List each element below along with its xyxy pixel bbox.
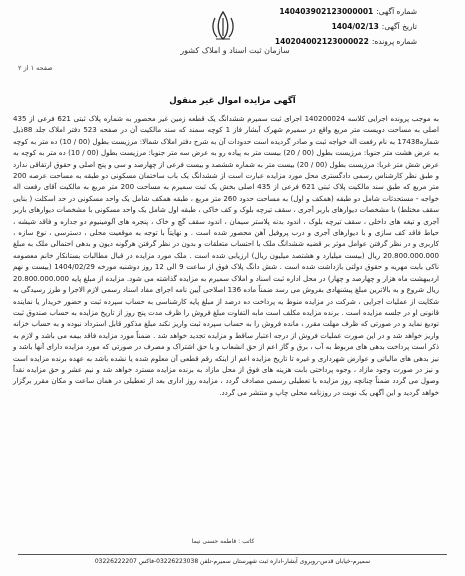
notice-date-row: [217, 19, 417, 34]
case-number-value: 140204002123000022: [274, 37, 369, 46]
emblem-icon: [205, 8, 241, 42]
notice-metadata: [217, 4, 417, 49]
notice-number-label: شماره آگهی:: [376, 7, 417, 16]
page-number: صفحه ۱ از ۲: [18, 64, 53, 72]
case-number-label: شماره پرونده:: [371, 37, 417, 46]
signature-line: کاتب : فاطمه حسنی نیما: [191, 538, 255, 545]
office-address: سمیرم-خیابان قدس-روبروی آبشار-اداره ثبت شهرستان سمیرم-تلفن 03226223038-فاکس 03226222207: [94, 558, 371, 565]
document-footer: [0, 554, 465, 576]
notice-body: به موجب پرونده اجرایی کلاسه 140200024 اجرای ثبت سمیرم ششدانگ یک قطعه زمین غیر محصور به شماره پلاک ثبتی 621 فرعی از 435 اصلی به مساحت دویست متر مربع واقع در سمیرم شهرک آبشار فاز 1 کوچه سمند که سند مالکیت آن در صفحه 523 دفتر املاک جلد 88ذیل شماره17438 به نام رفعت اله خواجه ثبت و صادر گردیده است حدودات آن به شرح دفتر املاک شمالا: مرزیست بطول (00 / 10) ده متر به کوچه به عرض هشت متر جنوبا: مرزیست بطول (00 / 20) بیست متر به پیاده رو به عرض سه متر جنوبا: مرزیست بطول (00 / 10) ده متر به کوچه به عرض شش متر غربا: مرزیست بطول (00 / 20) بیست متر به شماره ششصد و بیست فرعی از چهارصد و سی و پنج اصلی و حقوق ارتفاقی ندارد و طبق نظر کارشناس رسمی دادگستری محل مورد مزایده عبارت است از ششدانگ یک باب ساختمان مسکونی دو طبقه به مساحت عرصه 200 متر مربع که طبق سند مالکیت پلاک ثبتی 621 فرعی از 435 اصلی بخش یک ثبت سمیرم به مساحت 200 متر مربع به مالکیت آقای رفعت اله خواجه - مستحدثات شامل دو طبقه (همکف و اول) به مساحت حدود 260 متر مربع ، طبقه همکف شامل یک واحد مسکونی در حد اسکلت ( بنایی سقف مختلط) با مشخصات دیوارهای باربر آجری ، سقف تیرچه بلوک و کف خاکی ، طبقه اول شامل یک واحد مسکونی با مشخصات دیوارهای باربر آجری و تیغه های داخلی ، سقف تیرچه بلوک ، اندود بدنه پلاستر سیمان ، اندود سقف گچ و خاک ، پنجره های آلومینیوم دو جداره و فاقد شیشه ، حیاط فاقد کف سازی و با دیوارهای آجری و درب پروفیل آهن محصور شده است . و نهایتاً با توجه به موقعیت محلی ، دسترسی ، نوع سازه ، کاربری و در نظر گرفتن عوامل موثر بر قضیه ششدانگ ملک با احتساب متعلقات و بدون در نظر گرفتن هرگونه دیون و بدهی احتمالی ملک به مبلغ 20.800.000.000 ریال (بیست میلیارد و هشتصد میلیون ریال) ارزیابی شده است . ملک مورد مزایده در قبال مطالبات بستانکار خانم معصومه ناکی بابت مهریه و حقوق دولتی بازداشت شده است . شش دانگ پلاک فوق از ساعت 9 الی 12 روز دوشنبه مورخه 1404/02/29 (بیست و نهم اردیبهشت ماه هزار و چهارصد و چهار) در محل اداره ثبت اسناد و املاک سمیرم به مزایده گذاشته می شود. مزایده از مبلغ پایه 20.800.000.000 ریال شروع و به بالاترین مبلغ پیشنهادی بفروش می رسد ضمناً ماده 136 اصلاحی آیین نامه اجرای مفاد اسناد رسمی لازم الاجرا و طرز رسیدگی به شکایت از عملیات اجرایی ، شرکت در مزایده منوط به پرداخت ده درصد از مبلغ پایه کارشناسی به حساب سپرده ثبت و حضور خریدار یا نماینده قانونی او در جلسه مزایده است . برنده مزایده مکلف است مابه التفاوت مبلغ فروش را ظرف مدت پنج روز از تاریخ مزایده به حساب صندوق ثبت تودیع نماید و در صورتی که ظرف مهلت مقرر ، مانده فروش را به حساب سپرده ثبت واریز نکند مبلغ مذکور قابل استرداد نبوده و به حساب خزانه واریز خواهد شد و در این صورت عملیات فروش از درجه اعتبار ساقط و مزایده تجدید خواهد شد . ضمناً مورد مزایده فاقد بیمه می باشد و لازم به ذکر است پرداخت بدهی های مربوط به آب ، برق و گاز اعم از حق انشعاب و یا حق اشتراک و مصرف در صورتی که مورد مزایده دارای آنها باشد و نیز بدهی های مالیاتی و عوارض شهرداری و غیره تا تاریخ مزایده اعم از اینکه رقم قطعی آن معلوم شده یا نشده باشد به عهده برنده مزایده است و نیز در صورت وجود مازاد ، وجوه پرداختی بابت هزینه های فوق از محل مازاد به برنده مزایده مسترد خواهد شد و نیم عشر و حق مزایده نقداً وصول می گردد ضمناً چنانچه روز مزایده با تعطیلی رسمی مصادف گردد ، مزایده روز اداری بعد از تعطیلی در همان ساعت و مکان مقرر برگزار خواهد گردید و این آگهی یک نوبت در روزنامه محلی چاپ و منتشر می گردد.: [13, 114, 440, 397]
notice-number-value: 140403902123000001: [279, 7, 374, 16]
notice-number-row: [217, 4, 417, 19]
organization-name: سازمان ثبت اسناد و املاک کشور: [180, 46, 290, 55]
document-header: [0, 0, 465, 90]
notice-date-label: تاریخ آگهی:: [381, 22, 417, 31]
notice-title: آگهی مزایده اموال غیر منقول: [169, 96, 296, 106]
footer-divider: [18, 554, 447, 555]
notice-date-value: 1404/02/13: [331, 22, 379, 31]
